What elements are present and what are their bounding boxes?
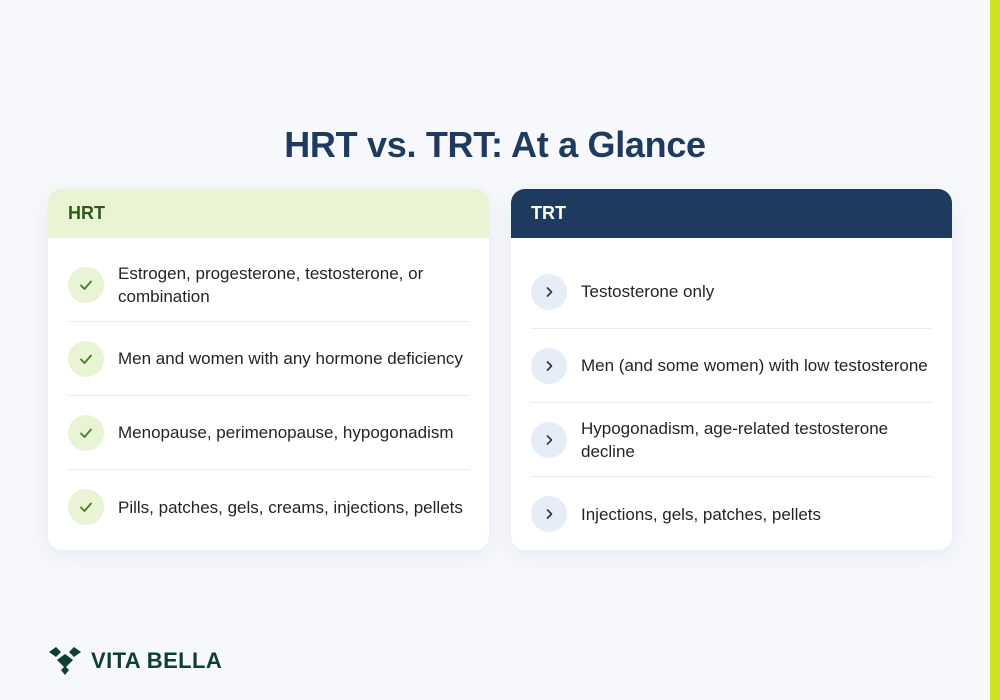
trt-item-text: Injections, gels, patches, pellets — [581, 504, 822, 524]
trt-item-text: Hypogonadism, age-related testosterone decline — [581, 418, 889, 461]
trt-list-item — [531, 329, 932, 403]
trt-list-item — [531, 403, 932, 477]
hrt-item-text: Men and women with any hormone deficiency — [118, 349, 463, 368]
chevron-right-icon — [531, 496, 567, 532]
chevron-right-icon — [531, 274, 567, 310]
chevron-right-icon — [531, 422, 567, 458]
accent-bar — [990, 0, 1000, 700]
hrt-list-item — [68, 322, 469, 396]
check-icon — [68, 489, 104, 525]
check-icon — [68, 267, 104, 303]
hrt-list-item — [68, 470, 469, 544]
trt-list-item — [531, 255, 932, 329]
vita-bella-logo-icon — [48, 646, 82, 676]
trt-list — [511, 238, 952, 550]
hrt-list — [48, 238, 489, 544]
trt-card-header: TRT — [511, 189, 952, 238]
hrt-card-header: HRT — [48, 189, 489, 238]
trt-item-text: Testosterone only — [581, 282, 715, 301]
trt-list-item — [531, 477, 932, 550]
hrt-item-text: Pills, patches, gels, creams, injections, pellets — [118, 497, 463, 517]
trt-card — [511, 189, 952, 550]
check-icon — [68, 341, 104, 377]
hrt-list-item — [68, 396, 469, 470]
trt-item-text: Men (and some women) with low testosterone — [581, 356, 928, 375]
page-title: HRT vs. TRT: At a Glance — [284, 124, 706, 165]
check-icon — [68, 415, 104, 451]
hrt-list-item — [68, 248, 469, 322]
hrt-card — [48, 189, 489, 550]
brand-logo — [48, 646, 222, 676]
chevron-right-icon — [531, 348, 567, 384]
hrt-item-text: Menopause, perimenopause, hypogonadism — [118, 423, 454, 442]
hrt-item-text: Estrogen, progesterone, testosterone, or combination — [118, 263, 424, 306]
brand-name: VITA BELLA — [91, 648, 223, 673]
